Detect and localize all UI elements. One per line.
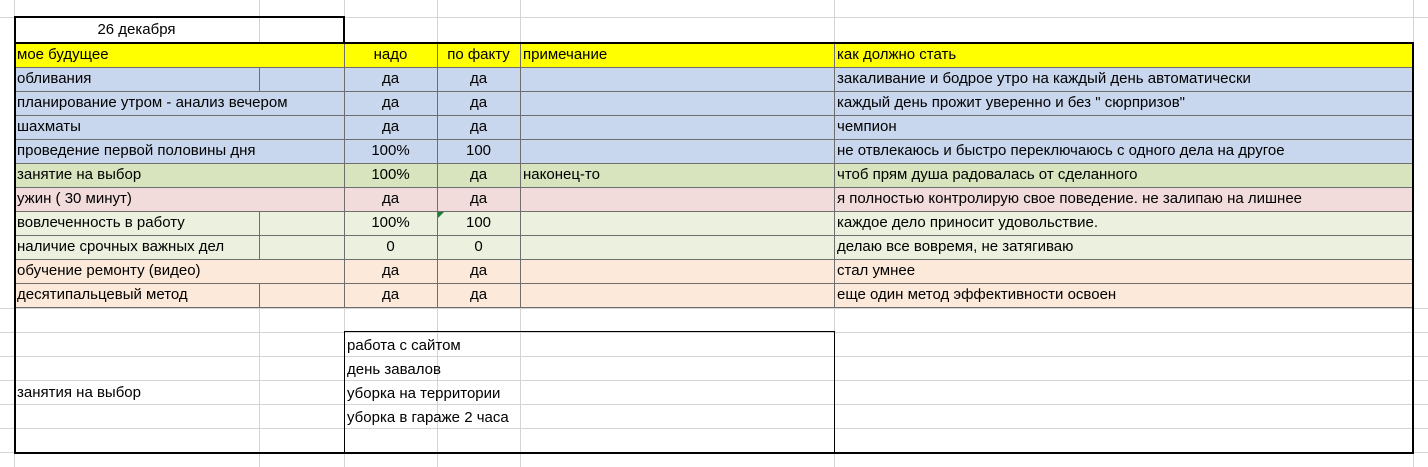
row-result-cell[interactable]: еще один метод эффективности освоен [837, 286, 1117, 303]
row-actual-cell[interactable]: да [469, 286, 488, 303]
row-name-cell[interactable]: десятипальцевый метод [17, 286, 188, 303]
comment-marker-icon[interactable] [438, 212, 444, 218]
row-actual-cell[interactable]: да [469, 190, 488, 207]
row-name-cell[interactable]: вовлеченность в работу [17, 214, 185, 231]
row-name-cell[interactable]: обливания [17, 70, 92, 87]
row-note-cell[interactable] [520, 283, 834, 307]
choice-item-cell[interactable]: уборка в гараже 2 часа [347, 409, 509, 426]
row-name-cell[interactable]: занятие на выбор [17, 166, 142, 183]
row-name-cell[interactable]: наличие срочных важных дел [17, 238, 225, 255]
choice-item-cell[interactable]: работа с сайтом [347, 337, 461, 354]
row-note-cell[interactable]: наконец-то [523, 166, 600, 183]
header-note[interactable]: примечание [523, 46, 608, 63]
cell-border [14, 307, 1413, 308]
date-cell[interactable]: 26 декабря [97, 21, 176, 38]
row-need-cell[interactable]: да [381, 190, 400, 207]
row-name-cell[interactable]: проведение первой половины дня [17, 142, 256, 159]
row-name-cell[interactable]: ужин ( 30 минут) [17, 190, 132, 207]
row-actual-cell[interactable]: 100 [465, 142, 492, 159]
row-actual-cell[interactable]: да [469, 262, 488, 279]
row-note-cell[interactable] [520, 67, 834, 91]
row-note-cell[interactable] [520, 259, 834, 283]
choice-item-cell[interactable]: уборка на территории [347, 385, 501, 402]
header-should-become[interactable]: как должно стать [837, 46, 957, 63]
row-actual-cell[interactable]: да [469, 94, 488, 111]
row-need-cell[interactable]: 0 [386, 238, 395, 255]
row-result-cell[interactable]: чтоб прям душа радовалась от сделанного [837, 166, 1138, 183]
row-result-cell[interactable]: я полностью контролирую свое поведение. не залипаю на лишнее [837, 190, 1303, 207]
row-need-cell[interactable]: 100% [371, 214, 410, 231]
row-result-cell[interactable]: каждый день прожит уверенно и без " сюрпризов" [837, 94, 1186, 111]
row-result-cell[interactable]: стал умнее [837, 262, 916, 279]
row-need-cell[interactable]: да [381, 94, 400, 111]
gridline [0, 332, 1428, 333]
header-future[interactable]: мое будущее [17, 46, 109, 63]
row-result-cell[interactable]: не отвлекаюсь и быстро переключаюсь с одного дела на другое [837, 142, 1285, 159]
choice-item-cell[interactable]: день завалов [347, 361, 441, 378]
header-actual[interactable]: по факту [447, 46, 510, 63]
row-actual-cell[interactable]: да [469, 166, 488, 183]
header-need[interactable]: надо [373, 46, 408, 63]
table-border-bottom [14, 452, 1414, 454]
row-result-cell[interactable]: делаю все вовремя, не затягиваю [837, 238, 1074, 255]
row-note-cell[interactable] [520, 139, 834, 163]
row-actual-cell[interactable]: да [469, 70, 488, 87]
choice-label-cell[interactable]: занятия на выбор [17, 384, 141, 401]
row-name-cell[interactable]: обучение ремонту (видео) [17, 262, 201, 279]
row-need-cell[interactable]: да [381, 70, 400, 87]
row-actual-cell[interactable]: 100 [465, 214, 492, 231]
row-need-cell[interactable]: 100% [371, 142, 410, 159]
row-result-cell[interactable]: закаливание и бодрое утро на каждый день автоматически [837, 70, 1251, 87]
row-result-cell[interactable]: чемпион [837, 118, 897, 135]
row-name-cell[interactable]: планирование утром - анализ вечером [17, 94, 288, 111]
row-note-cell[interactable] [520, 91, 834, 115]
date-box-border [343, 16, 345, 44]
row-need-cell[interactable]: да [381, 118, 400, 135]
row-actual-cell[interactable]: да [469, 118, 488, 135]
row-need-cell[interactable]: да [381, 262, 400, 279]
row-note-cell[interactable] [520, 115, 834, 139]
choice-box-border [834, 331, 835, 453]
row-note-cell[interactable] [520, 187, 834, 211]
row-need-cell[interactable]: да [381, 286, 400, 303]
row-need-cell[interactable]: 100% [371, 166, 410, 183]
gridline [0, 308, 1428, 309]
row-note-cell[interactable] [520, 235, 834, 259]
choice-box-border [344, 331, 835, 332]
row-note-cell[interactable] [520, 211, 834, 235]
row-name-cell[interactable]: шахматы [17, 118, 81, 135]
row-actual-cell[interactable]: 0 [474, 238, 483, 255]
row-result-cell[interactable]: каждое дело приносит удовольствие. [837, 214, 1098, 231]
